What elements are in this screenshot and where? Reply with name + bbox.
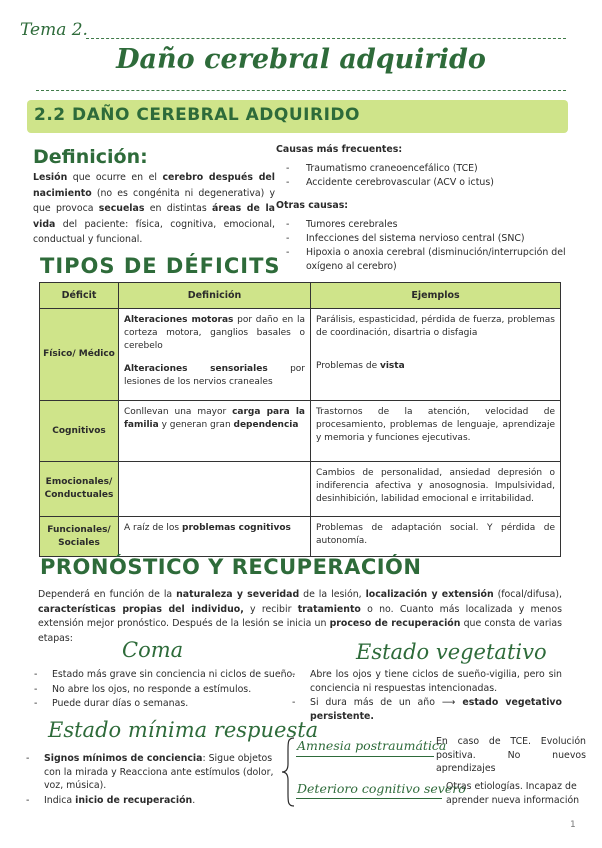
minima-respuesta-list <box>26 752 288 808</box>
list-item: - Infecciones del sistema nervioso central (SNC) <box>286 232 566 246</box>
veg-text: Si dura más de un año <box>310 697 442 708</box>
prono-t4: y recibir <box>243 603 298 615</box>
def-text-3: en distintas <box>144 203 213 214</box>
vegetativo-title: Estado vegetativo <box>356 640 547 664</box>
table-row <box>40 401 561 462</box>
table-header-row <box>40 283 561 309</box>
page-title: Daño cerebral adquirido <box>116 44 486 75</box>
text-motoras: por daño en la corteza motora, ganglios basales o cerebelo <box>124 315 305 351</box>
bold-problemas-cognitivos: problemas cognitivos <box>182 523 291 533</box>
tema-divider <box>86 38 566 39</box>
def-text-4: del paciente: física, cognitiva, emocional, conductual y funcional. <box>33 218 275 245</box>
deterioro-text: Otras etiologías. Incapaz de aprender nueva información <box>446 781 580 806</box>
definicion-title: Definición: <box>33 146 148 168</box>
header-deficit: Déficit <box>40 283 119 309</box>
causas-frecuentes-list <box>286 162 566 190</box>
list-item: - Traumatismo craneoencefálico (TCE) <box>286 162 566 176</box>
list-item: - Puede durar días o semanas. <box>34 697 296 711</box>
coma-title: Coma <box>122 638 184 662</box>
prono-b1: naturaleza y severidad <box>176 589 300 600</box>
table-row <box>40 309 561 401</box>
bold-alteraciones-sensoriales: Alteraciones sensoriales <box>124 364 268 374</box>
def-text-2: (no es congénita ni degenerativa) y que provoca <box>33 187 275 214</box>
header-definicion: Definición <box>119 283 311 309</box>
deterioro-title: Deterioro cognitivo severo <box>297 781 466 796</box>
amnesia-text: En caso de TCE. Evolución positiva. No nuevos aprendizajes <box>436 736 586 774</box>
tipos-deficits-title: TIPOS DE DÉFICITS <box>40 254 281 278</box>
list-item <box>26 752 288 793</box>
prono-b2: localización y extensión <box>365 589 494 600</box>
list-item: - Hipoxia o anoxia cerebral (disminución/interrupción del oxígeno al cerebro) <box>286 246 566 274</box>
list-item: - Abre los ojos y tiene ciclos de sueño-vigilia, pero sin conciencia ni respuestas intencionadas. <box>292 668 562 695</box>
cell-emocionales-ej: Cambios de personalidad, ansiedad depresión o indiferencia afectiva y anosognosia. Impulsividad, desinhibición, labilidad emocional e irritabilidad. <box>311 462 561 517</box>
minima-text-2: Indica <box>44 794 76 806</box>
otras-causas-list <box>286 218 566 274</box>
pronostico-text <box>38 588 562 646</box>
cell-fisico: Físico/ Médico <box>40 309 119 401</box>
arrow-right-icon: ⟶ <box>441 697 456 708</box>
bold-carga: carga para la familia <box>124 407 305 430</box>
cell-funcionales-def <box>119 517 311 557</box>
curly-brace-icon <box>280 736 296 808</box>
otras-causas-title: Otras causas: <box>276 200 349 211</box>
amnesia-title: Amnesia postraumática <box>297 738 447 753</box>
minima-text-end: . <box>192 794 196 806</box>
bold-alteraciones-motoras: Alteraciones motoras <box>124 315 234 325</box>
text-fisico-ej1: Parálisis, espasticidad, pérdida de fuerza, problemas de coordinación, disartria o disfagia <box>316 315 555 338</box>
list-item: - Estado más grave sin conciencia ni ciclos de sueño. <box>34 668 296 682</box>
prono-t1: Dependerá en función de la <box>38 589 177 600</box>
text-problemas: Problemas de <box>316 361 380 371</box>
cell-emocionales: Emocionales/ Conductuales <box>40 462 119 517</box>
definicion-text <box>33 170 275 248</box>
def-bold-lesion: Lesión <box>33 172 68 183</box>
list-item: - No abre los ojos, no responde a estímulos. <box>34 683 296 697</box>
veg-bold-persistente: estado vegetativo persistente. <box>310 697 562 722</box>
text-conllevan: Conllevan una mayor <box>124 407 233 417</box>
list-item <box>292 696 562 723</box>
title-divider <box>36 90 566 91</box>
list-item <box>26 794 288 808</box>
prono-b4: tratamiento <box>297 603 361 615</box>
prono-b5: proceso de recuperación <box>329 618 461 629</box>
cell-funcionales: Funcionales/ Sociales <box>40 517 119 557</box>
prono-t6: que consta de varias etapas: <box>38 618 562 644</box>
prono-t3: (focal/difusa), <box>493 589 562 600</box>
table-row <box>40 462 561 517</box>
bold-dependencia: dependencia <box>233 420 299 430</box>
section-banner-title: 2.2 DAÑO CEREBRAL ADQUIRIDO <box>34 105 360 125</box>
causas-frecuentes-title: Causas más frecuentes: <box>276 144 403 155</box>
vegetativo-list <box>292 668 562 724</box>
cell-emocionales-def <box>119 462 311 517</box>
table-row <box>40 517 561 557</box>
amnesia-underline <box>296 756 434 757</box>
cell-fisico-def <box>119 309 311 401</box>
cell-fisico-ej <box>311 309 561 401</box>
list-item: - Accidente cerebrovascular (ACV o ictus) <box>286 176 566 190</box>
page-number: 1 <box>570 820 576 830</box>
causas-block <box>276 143 566 283</box>
def-bold-secuelas: secuelas <box>98 203 145 214</box>
bold-vista: vista <box>379 361 405 371</box>
deterioro-underline <box>296 798 442 799</box>
coma-list <box>34 668 296 712</box>
minima-text-1: : Sigue objetos con la mirada y Reacciona ante estímulos (dolor, voz, música). <box>44 753 274 791</box>
def-bold-cerebro: cerebro después del nacimiento <box>33 172 275 199</box>
cell-cognitivos-ej: Trastornos de la atención, velocidad de procesamiento, problemas de lenguaje, aprendizaje y memoria y funciones ejecutivas. <box>311 401 561 462</box>
text-sensoriales: por lesiones de los nervios craneales <box>124 364 305 387</box>
tema-label: Tema 2. <box>20 20 88 40</box>
deficits-table <box>39 282 561 557</box>
list-item: - Tumores cerebrales <box>286 218 566 232</box>
def-text-1: que ocurre en el <box>67 172 163 183</box>
minima-bold-inicio: inicio de recuperación <box>75 794 193 806</box>
prono-t2: de la lesión, <box>299 589 366 600</box>
minima-respuesta-title: Estado mínima respuesta <box>48 718 319 742</box>
pronostico-title: PRONÓSTICO Y RECUPERACIÓN <box>40 555 422 579</box>
header-ejemplos: Ejemplos <box>311 283 561 309</box>
prono-b3: características propias del individuo, <box>38 603 244 615</box>
minima-bold-signos: Signos mínimos de conciencia <box>44 753 203 764</box>
text-a-raiz: A raíz de los <box>124 523 182 533</box>
prono-t5: o no. Cuanto más localizada y menos extensión mejor pronóstico. Después de la lesión se inicia un <box>38 603 562 629</box>
cell-cognitivos: Cognitivos <box>40 401 119 462</box>
cell-funcionales-ej: Problemas de adaptación social. Y pérdida de autonomía. <box>311 517 561 557</box>
text-generan: y generan gran <box>158 420 234 430</box>
def-bold-areas: áreas de la vida <box>33 203 276 230</box>
cell-cognitivos-def <box>119 401 311 462</box>
